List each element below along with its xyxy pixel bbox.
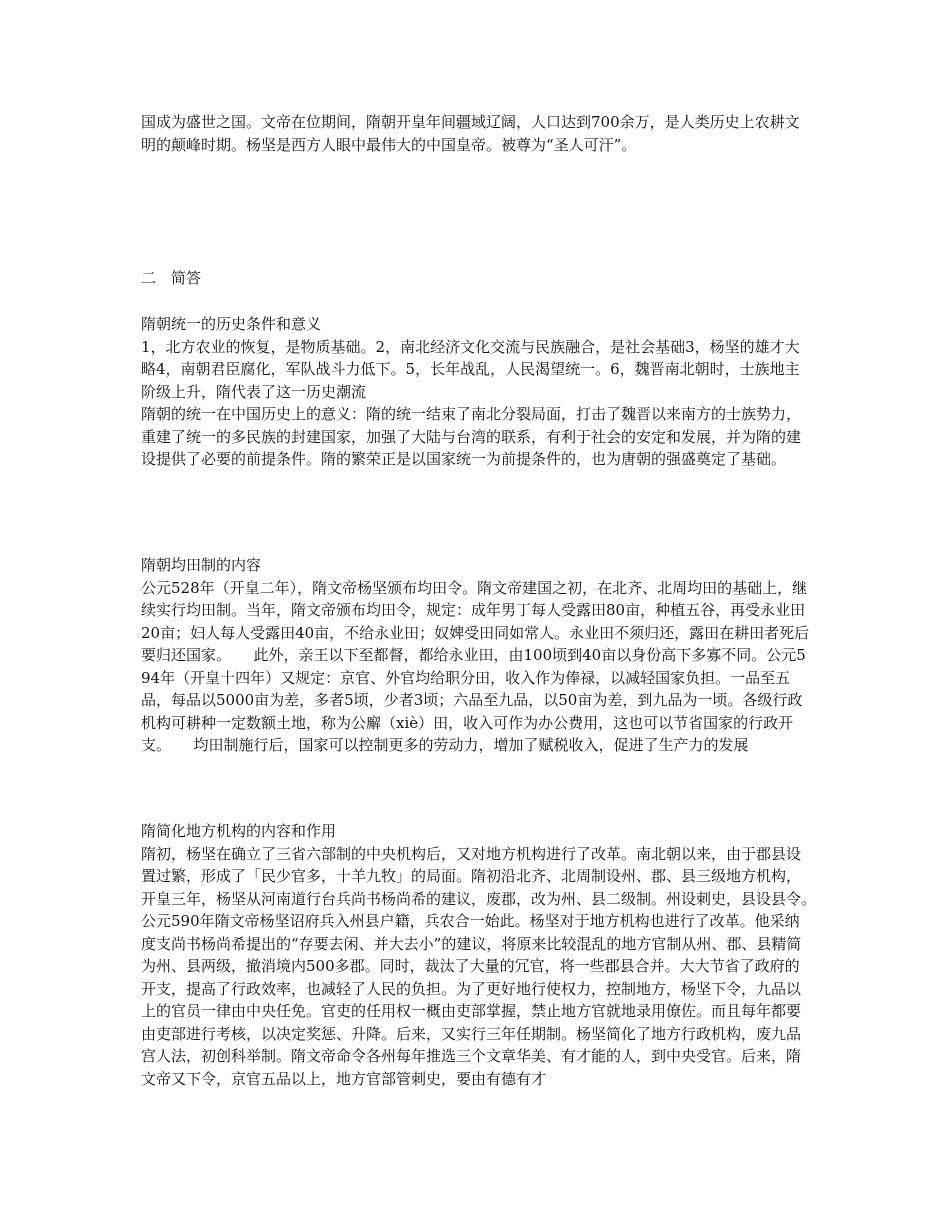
question-2: [141, 554, 813, 757]
section-number: 二: [141, 269, 157, 287]
question-2-title: 隋朝均田制的内容: [141, 556, 262, 574]
question-2-answer: 公元528年（开皇二年），隋文帝杨坚颁布均田令。隋文帝建国之初，在北齐、北周均田的基础上，继续实行均田制。当年，隋文帝颁布均田令，规定：成年男丁每人受露田80亩，种植五谷，再受永业田20亩；妇人每人受露田40亩，不给永业田；奴婢受田同如常人。永业田不须归还，露田在耕田者死后要归还国家。 此外，亲王以下至都督，都给永业田，由100顷到40亩以身份高下多寡不同。公元594年（开皇十四年）又规定：京官、外官均给职分田，收入作为俸禄，以减轻国家负担。一品至五品，每品以5000亩为差，多者5顷，少者3顷；六品至九品，以50亩为差，到九品为一顷。各级行政机构可耕种一定数额土地，称为公廨（xiè）田，收入可作为办公费用，这也可以节省国家的行政开支。 均田制施行后，国家可以控制更多的劳动力，增加了赋税收入，促进了生产力的发展: [141, 578, 810, 754]
question-1-title: 隋朝统一的历史条件和意义: [141, 315, 322, 333]
section-title: 简答: [171, 269, 202, 287]
question-1: [141, 313, 813, 471]
section-2-heading: [141, 267, 813, 290]
question-3-answer: 隋初，杨坚在确立了三省六部制的中央机构后，又对地方机构进行了改革。南北朝以来，由于郡县设置过繁，形成了「民少官多，十羊九牧」的局面。隋初沿北齐、北周制设州、郡、县三级地方机构，开皇三年，杨坚从河南道行台兵尚书杨尚希的建议，废郡，改为州、县二级制。州设刺史，县设县令。 公元590年隋文帝杨坚诏府兵入州县户籍，兵农合一始此。杨坚对于地方机构也进行了改革。他采纳度支尚书杨尚希提出的“存要去闲、并大去小”的建议，将原来比较混乱的地方官制从州、郡、县精简为州、县两级，撤消境内500多郡。同时，裁汰了大量的冗官，将一些郡县合并。大大节省了政府的开支，提高了行政效率，也减轻了人民的负担。为了更好地行使权力，控制地方，杨坚下令，九品以上的官员一律由中央任免。官吏的任用权一概由吏部掌握，禁止地方官就地录用僚佐。而且每年都要由吏部进行考核，以决定奖惩、升降。后来，又实行三年任期制。杨坚简化了地方行政机构，废九品宫人法，初创科举制。隋文帝命令各州每年推选三个文章华美、有才能的人，到中央受官。后来，隋文帝又下令，京官五品以上，地方官部管刺史，要由有德有才: [141, 844, 839, 1088]
question-1-answer-conditions: 1，北方农业的恢复，是物质基础。2，南北经济文化交流与民族融合，是社会基础3，杨坚的雄才大略4，南朝君臣腐化，军队战斗力低下。5，长年战乱，人民渴望统一。6，魏晋南北朝时，士族地主阶级上升，隋代表了这一历史潮流: [141, 337, 800, 401]
question-1-answer-significance: 隋朝的统一在中国历史上的意义：隋的统一结束了南北分裂局面，打击了魏晋以来南方的士族势力，重建了统一的多民族的封建国家，加强了大陆与台湾的联系，有利于社会的安定和发展，并为隋的建设提供了必要的前提条件。隋的繁荣正是以国家统一为前提条件的，也为唐朝的强盛奠定了基础。: [141, 405, 802, 468]
question-3: [141, 820, 839, 1090]
intro-section: [141, 111, 813, 156]
question-3-title: 隋简化地方机构的内容和作用: [141, 822, 337, 840]
intro-paragraph: 国成为盛世之国。文帝在位期间，隋朝开皇年间疆域辽阔，人口达到700余万，是人类历史上农耕文明的颠峰时期。杨坚是西方人眼中最伟大的中国皇帝。被尊为“圣人可汗”。: [141, 113, 800, 154]
